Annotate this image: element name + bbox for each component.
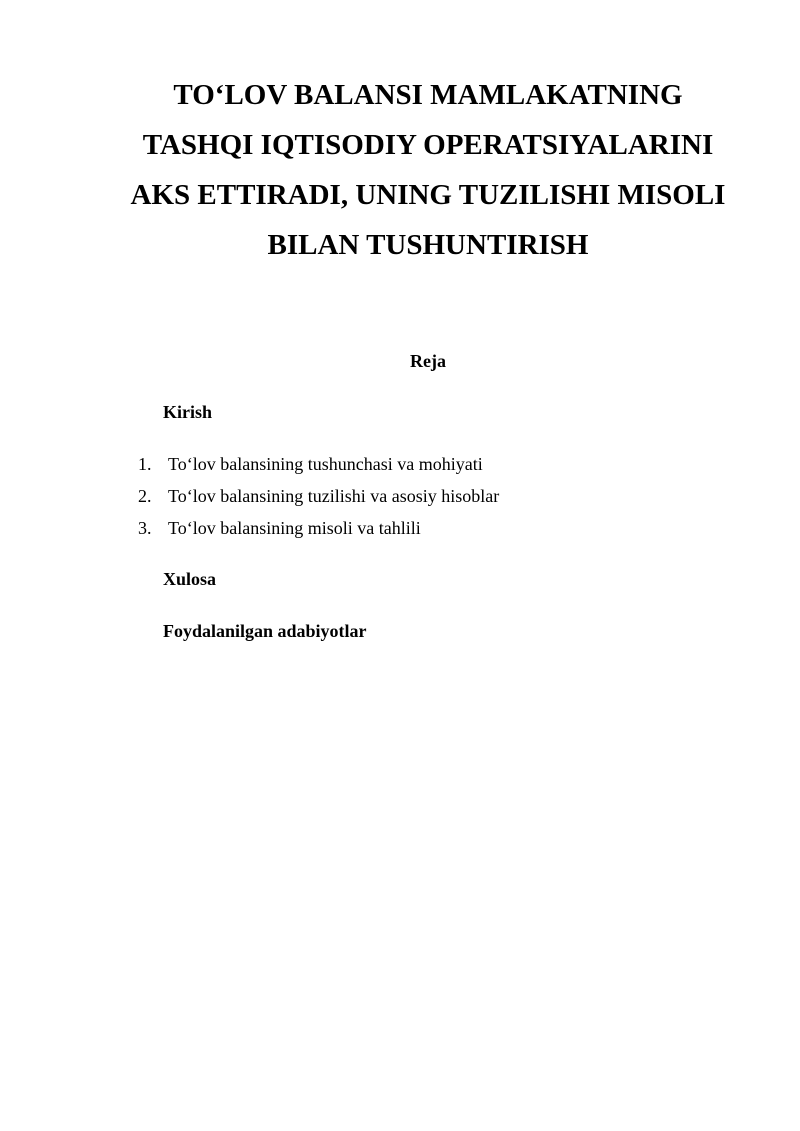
list-item: [138, 516, 499, 548]
list-item-text: To‘lov balansining tuzilishi va asosiy hisoblar: [168, 486, 500, 506]
title-line: AKS ETTIRADI, UNING TUZILISHI MISOLI: [130, 179, 726, 211]
plan-references: Foydalanilgan adabiyotlar: [163, 621, 367, 641]
plan-heading: Reja: [410, 351, 446, 371]
list-item-text: To‘lov balansining misoli va tahlili: [168, 518, 421, 538]
title-line: TO‘LOV BALANSI MAMLAKATNING: [173, 79, 683, 111]
document-title: [100, 70, 756, 270]
title-line: BILAN TUSHUNTIRISH: [267, 229, 589, 261]
list-item: [138, 452, 499, 484]
plan-intro: Kirish: [163, 402, 213, 422]
list-item-number: 2.: [138, 486, 152, 506]
list-item-number: 3.: [138, 518, 152, 538]
list-item-text: To‘lov balansining tushunchasi va mohiyati: [168, 454, 483, 474]
title-line: TASHQI IQTISODIY OPERATSIYALARINI: [142, 129, 714, 161]
list-item-number: 1.: [138, 454, 152, 474]
list-item: [138, 484, 499, 516]
plan-list: [138, 452, 499, 548]
plan-conclusion: Xulosa: [163, 569, 217, 589]
